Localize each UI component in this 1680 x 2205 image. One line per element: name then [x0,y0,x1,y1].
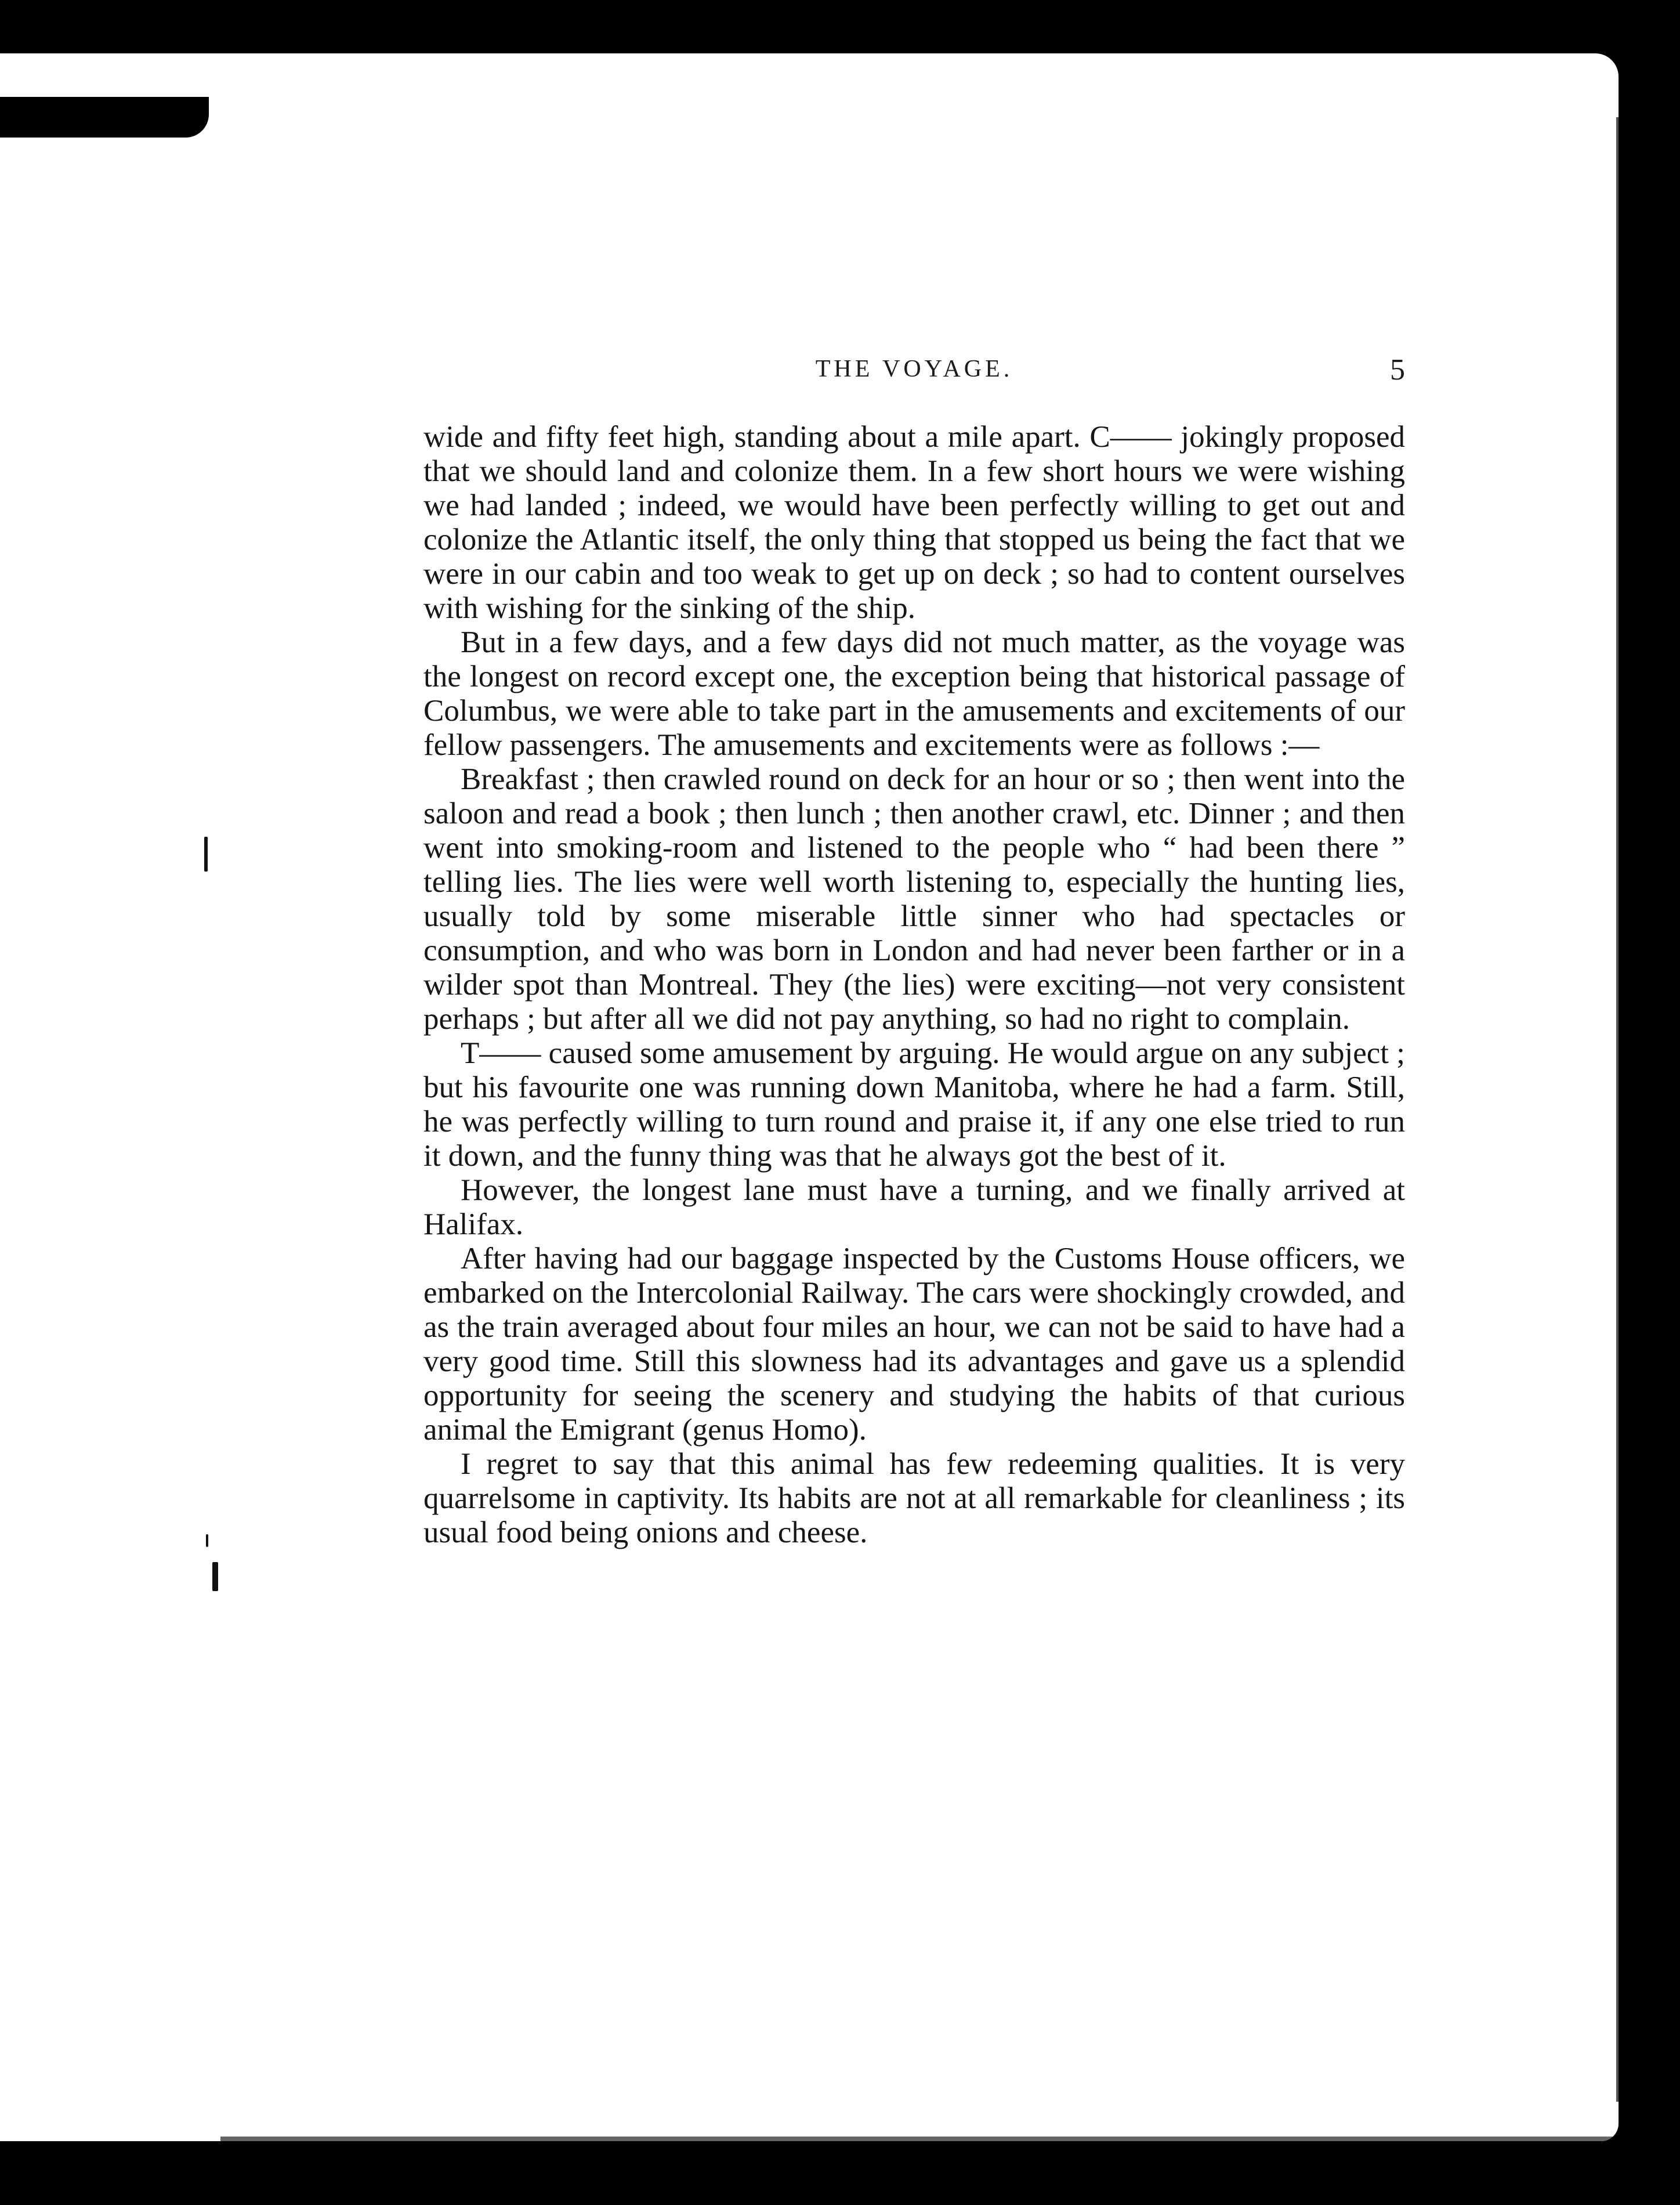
paragraph: I regret to say that this animal has few redeeming qualities. It is very quarrelsome in captivity. Its habits are not at all remarkable for cleanliness ; its usual food being onions and cheese. [423,1447,1405,1549]
paragraph: wide and fifty feet high, standing about a mile apart. C—— jokingly proposed that we should land and colonize them. In a few short hours we were wishing we had landed ; indeed, we would have been perfectly willing to get out and colonize the Atlantic itself, the only thing that stopped us being the fact that we were in our cabin and too weak to get up on deck ; so had to content ourselves with wishing for the sinking of the ship. [423,420,1405,625]
running-head-title: THE VOYAGE. [815,356,1013,382]
gutter-mark [212,1562,218,1591]
page-fold-shadow [0,97,209,138]
page-right-edge [1616,117,1619,2102]
body-text [423,420,1405,1550]
running-head [423,355,1405,402]
paragraph: Breakfast ; then crawled round on deck for an hour or so ; then went into the saloon and read a book ; then lunch ; then another crawl, etc. Dinner ; and then went into smoking-room and listened to the people who “ had been there ” telling lies. The lies were well worth listening to, especially the hunting lies, usually told by some miserable little sinner who had spectacles or consumption, and who was born in London and had never been farther or in a wilder spot than Montreal. They (the lies) were exciting—not very consistent perhaps ; but after all we did not pay anything, so had no right to complain. [423,762,1405,1036]
paragraph: However, the longest lane must have a turning, and we finally arrived at Halifax. [423,1173,1405,1241]
paragraph: But in a few days, and a few days did not much matter, as the voyage was the longest on record except one, the exception being that historical passage of Columbus, we were able to take part in the amusements and excitements of our fellow passengers. The amusements and excitements were as follows :— [423,626,1405,762]
paragraph: T—— caused some amusement by arguing. He would argue on any subject ; but his favourite one was running down Manitoba, where he had a farm. Still, he was perfectly willing to turn round and praise it, if any one else tried to run it down, and the funny thing was that he always got the best of it. [423,1036,1405,1173]
paragraph: After having had our baggage inspected by the Customs House officers, we embarked on the Intercolonial Railway. The cars were shockingly crowded, and as the train averaged about four miles an hour, we can not be said to have had a very good time. Still this slowness had its advantages and gave us a splendid opportunity for seeing the scenery and studying the habits of that curious animal the Emigrant (genus Homo). [423,1242,1405,1447]
page-bottom-edge [220,2137,1613,2141]
gutter-mark [206,1534,208,1547]
page-number: 5 [1390,353,1405,386]
gutter-mark [204,837,208,872]
